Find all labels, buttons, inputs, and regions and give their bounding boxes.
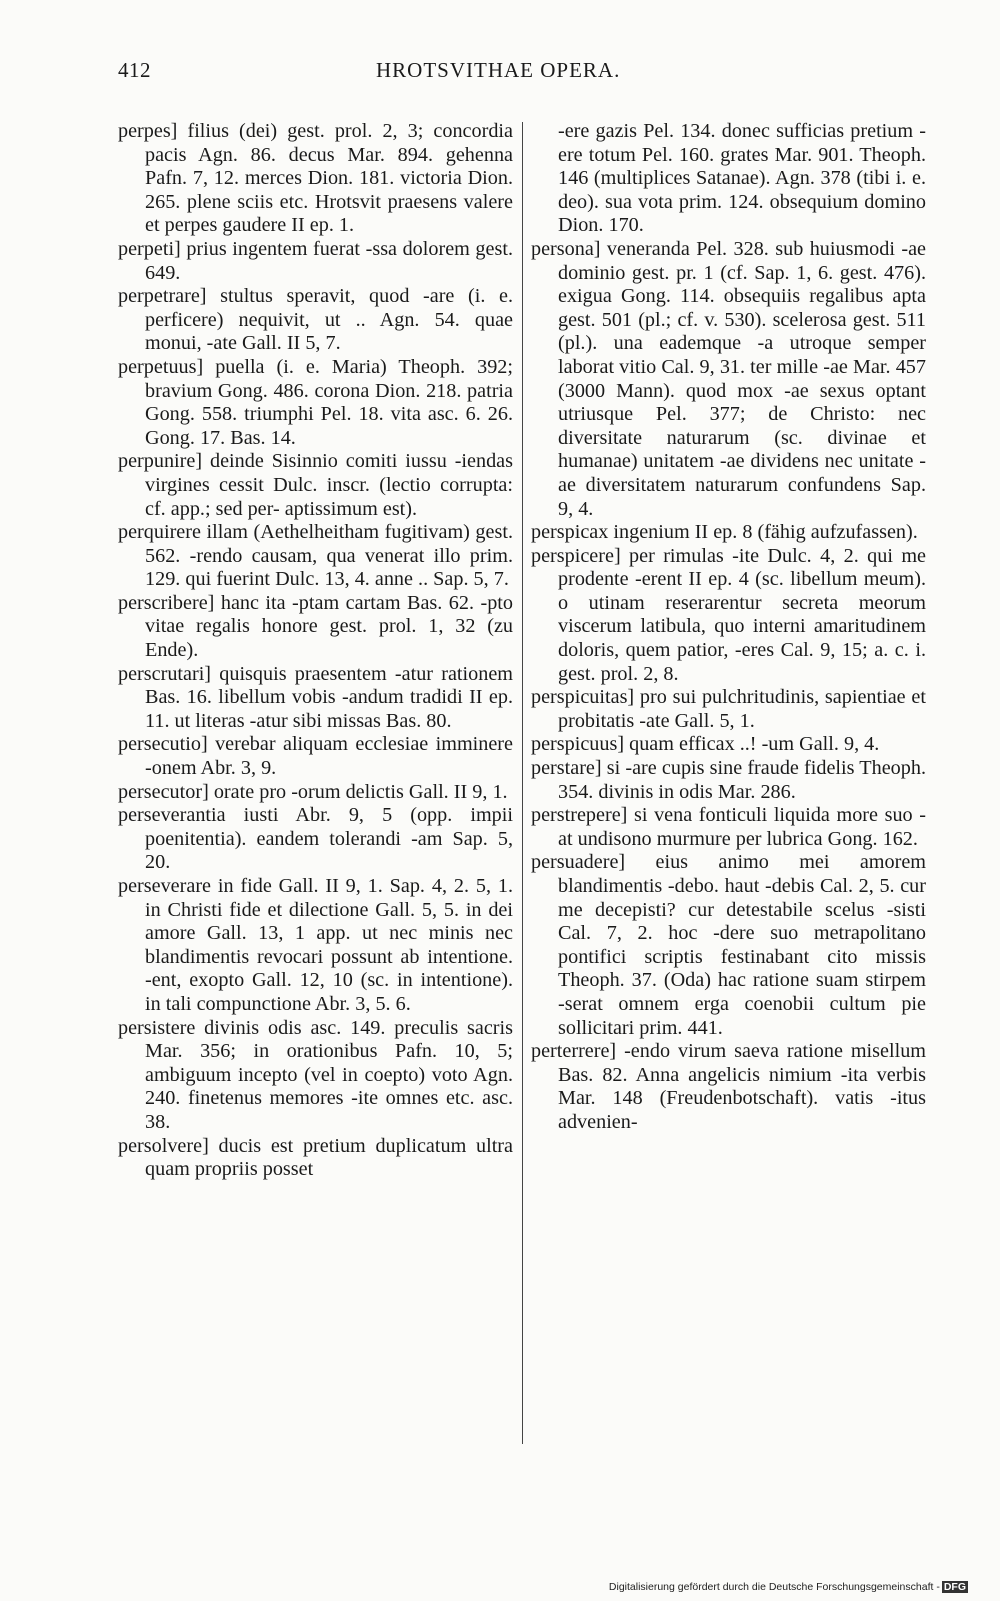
right-column [531, 120, 926, 1135]
dictionary-entry: -ere gazis Pel. 134. donec sufficias pretium -ere totum Pel. 160. grates Mar. 901. Theoph. 146 (multiplices Satanae). Agn. 378 (tibi i. e. deo). sua vota prim. 124. obsequium domino Dion. 170. [558, 120, 926, 237]
digitization-footer [609, 1581, 968, 1593]
dictionary-entry: perspicere] per rimulas -ite Dulc. 4, 2. qui me prodente -erent II ep. 4 (sc. libellum meum). o utinam reserarentur secreta meorum viscerum latibula, quo interni amaritudinem doloris, quem patior, -eres Cal. 9, 15; a. c. i. gest. prol. 2, 8. [531, 544, 926, 685]
dictionary-entry: perpunire] deinde Sisinnio comiti iussu -iendas virgines cessit Dulc. inscr. (lectio corrupta: cf. app.; sed per- aptissimum est). [118, 450, 513, 520]
dictionary-entry: persecutio] verebar aliquam ecclesiae imminere -onem Abr. 3, 9. [118, 733, 513, 780]
dictionary-entry: persolvere] ducis est pretium duplicatum ultra quam propriis posset [118, 1134, 513, 1181]
dictionary-entry: perpetrare] stultus speravit, quod -are (i. e. perficere) nequivit, ut .. Agn. 54. quae monui, -ate Gall. II 5, 7. [118, 285, 513, 355]
dictionary-entry: perspicuitas] pro sui pulchritudinis, sapientiae et probitatis -ate Gall. 5, 1. [531, 686, 926, 732]
dictionary-entry: perstare] si -are cupis sine fraude fidelis Theoph. 354. divinis in odis Mar. 286. [531, 757, 926, 803]
running-title: HROTSVITHAE OPERA. [376, 58, 621, 82]
dictionary-entry: perterrere] -endo virum saeva ratione misellum Bas. 82. Anna angelicis nimium -ita verbis Mar. 148 (Freudenbotschaft). vatis -itus advenien- [531, 1040, 926, 1133]
footer-text: Digitalisierung gefördert durch die Deutsche Forschungsgemeinschaft - [608, 1581, 940, 1593]
dictionary-entry: perpes] filius (dei) gest. prol. 2, 3; concordia pacis Agn. 86. decus Mar. 894. gehenna Pafn. 7, 12. merces Dion. 181. victoria Dion. 265. plene sciis etc. Hrotsvit praesens valere et perpes gaudere II ep. 1. [118, 120, 513, 237]
dictionary-entry: perspicuus] quam efficax ..! -um Gall. 9, 4. [531, 733, 880, 756]
page-number: 412 [118, 58, 151, 82]
dfg-logo: DFG [943, 1581, 966, 1593]
dictionary-entry: perpetuus] puella (i. e. Maria) Theoph. 392; bravium Gong. 486. corona Dion. 218. patria Gong. 558. triumphi Pel. 18. vita asc. 6. 26. Gong. 17. Bas. 14. [118, 355, 513, 449]
dictionary-entry: perstrepere] si vena fonticuli liquida more suo -at undisono murmure per lubrica Gong. 162. [531, 804, 926, 850]
dictionary-entry: persuadere] eius animo mei amorem blandimentis -debo. haut -debis Cal. 2, 5. cur me decepisti? cur detestabile scelus -sisti Cal. 7, 2. hoc -dere suo metrapolitano pontifici scriptis festinabant cito missis Theoph. 37. (Oda) hac ratione suam stirpem -serat omnem erga coenobii cultum pie sollicitari prim. 441. [531, 851, 926, 1039]
dictionary-entry: perscrutari] quisquis praesentem -atur rationem Bas. 16. libellum vobis -andum tradidi II ep. 11. ut literas -atur sibi missas Bas. 80. [118, 662, 513, 732]
dictionary-entry: perspicax ingenium II ep. 8 (fähig aufzufassen). [531, 521, 918, 544]
dictionary-entry: perpeti] prius ingentem fuerat -ssa dolorem gest. 649. [118, 237, 513, 284]
dictionary-entry: perseverare in fide Gall. II 9, 1. Sap. 4, 2. 5, 1. in Christi fide et dilectione Gall. 5, 5. in dei amore Gall. 13, 1 app. ut nec minis nec blandimentis revocari possunt ab intentione. -ent, exopto Gall. 12, 10 (sc. in intentione). in tali compunctione Abr. 3, 5. 6. [118, 875, 513, 1015]
left-column [118, 120, 513, 1182]
dictionary-entry: persistere divinis odis asc. 149. preculis sacris Mar. 356; in orationibus Pafn. 10, 5; ambiguum incepto (vel in coepto) voto Agn. 240. finetenus memores -ite omnes etc. asc. 38. [118, 1016, 513, 1133]
dictionary-entry: persecutor] orate pro -orum delictis Gall. II 9, 1. [118, 780, 508, 803]
dictionary-entry: perscribere] hanc ita -ptam cartam Bas. 62. -pto vitae regalis honore gest. prol. 1, 32 (zu Ende). [118, 591, 513, 662]
page-header [118, 58, 666, 92]
dictionary-entry: perseverantia iusti Abr. 9, 5 (opp. impii poenitentia). eandem tolerandi -am Sap. 5, 20. [118, 804, 513, 874]
column-divider [522, 122, 523, 1444]
dictionary-entry: persona] veneranda Pel. 328. sub huiusmodi -ae dominio gest. pr. 1 (cf. Sap. 1, 6. gest. 476). exigua Gong. 114. obsequiis regalibus apta gest. 501 (pl.; cf. v. 530). scelerosa gest. 511 (pl.). una eademque -a utroque semper laborat vitio Cal. 9, 31. ter mille -ae Mar. 457 (3000 Mann). quod mox -ae sexus optant utriusque Pel. 377; de Christo: nec diversitate naturarum (sc. divinae et humanae) unitatem -ae dividens nec unitate -ae diversitatem naturarum confundens Sap. 9, 4. [531, 237, 926, 520]
dictionary-entry: perquirere illam (Aethelheitham fugitivam) gest. 562. -rendo causam, qua venerat illo prim. 129. qui fuerint Dulc. 13, 4. anne .. Sap. 5, 7. [118, 521, 513, 591]
